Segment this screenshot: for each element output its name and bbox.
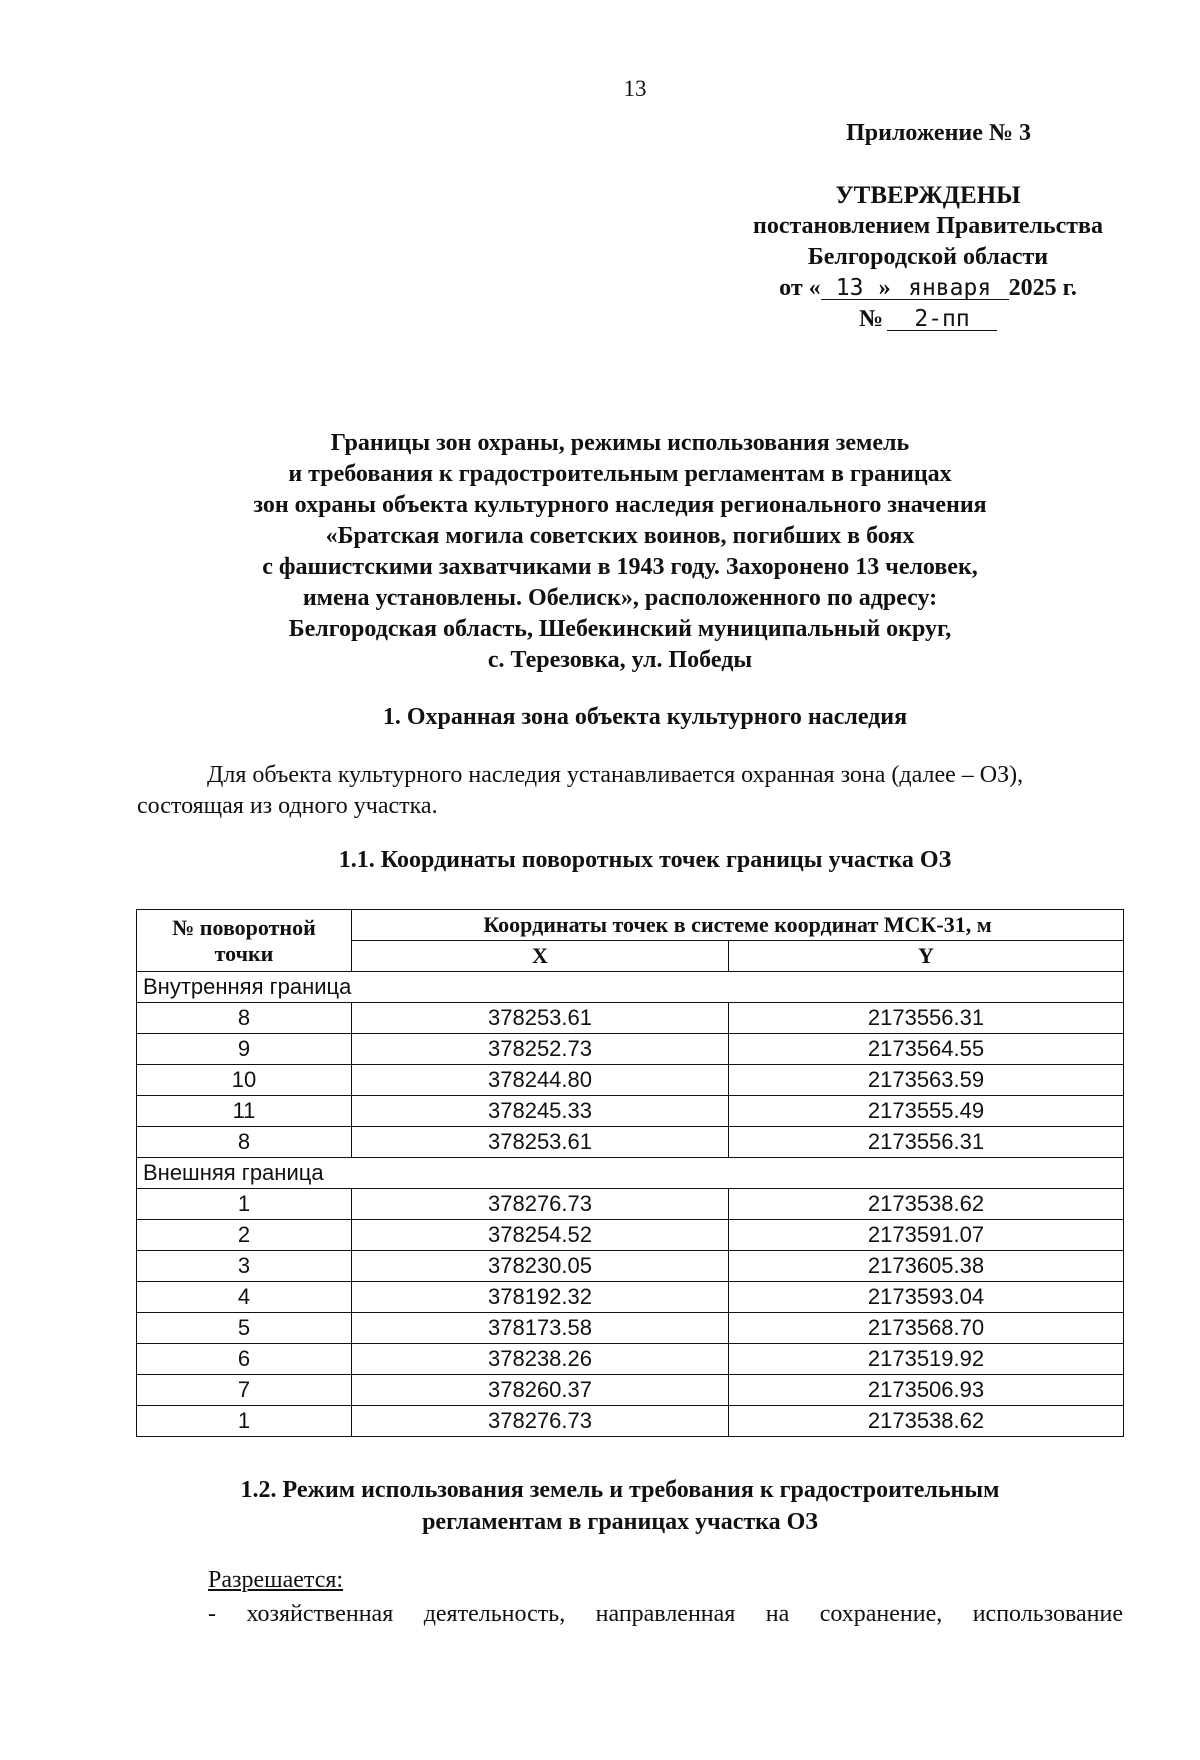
section-1-heading: 1. Охранная зона объекта культурного наследия	[382, 704, 908, 730]
approval-number	[718, 304, 1138, 335]
section-1-2-heading-line-2: регламентам в границах участка ОЗ	[422, 1509, 818, 1535]
y-coordinate-cell: 2173568.70	[729, 1313, 1124, 1344]
table-row	[137, 1251, 1124, 1282]
date-month: января	[908, 275, 992, 301]
x-coordinate-cell: 378252.73	[352, 1034, 729, 1065]
approved-title: УТВЕРЖДЕНЫ	[835, 182, 1021, 209]
date-day: 13	[835, 275, 864, 301]
title-line: и требования к градостроительным регламентам в границах	[288, 461, 952, 487]
approval-block	[718, 180, 1138, 335]
section-1-2-heading	[120, 1474, 1120, 1538]
coordinates-table	[136, 909, 1124, 1437]
x-coordinate-cell: 378192.32	[352, 1282, 729, 1313]
x-coordinate-cell: 378276.73	[352, 1406, 729, 1437]
title-line: имена установлены. Обелиск», расположенного по адресу:	[302, 585, 938, 611]
x-coordinate-cell: 378253.61	[352, 1127, 729, 1158]
x-coordinate-cell: 378260.37	[352, 1375, 729, 1406]
approval-line-1: постановлением Правительства	[752, 213, 1103, 239]
table-row	[137, 1282, 1124, 1313]
document-title	[120, 428, 1120, 676]
point-number-cell: 6	[137, 1344, 352, 1375]
coordinates-body	[137, 972, 1124, 1437]
table-group-row	[137, 972, 1124, 1003]
section-1-2-heading-line-1: 1.2. Режим использования земель и требования к градостроительным	[240, 1477, 1000, 1503]
table-group-row	[137, 1158, 1124, 1189]
point-number-cell: 2	[137, 1220, 352, 1251]
table-row	[137, 1313, 1124, 1344]
paragraph-line-2: состоящая из одного участка.	[137, 793, 438, 819]
table-row	[137, 1003, 1124, 1034]
table-row	[137, 1034, 1124, 1065]
approval-line-2: Белгородской области	[807, 244, 1049, 270]
number-prefix: №	[858, 306, 884, 332]
table-row	[137, 1127, 1124, 1158]
x-coordinate-cell: 378230.05	[352, 1251, 729, 1282]
table-row	[137, 1375, 1124, 1406]
y-coordinate-cell: 2173591.07	[729, 1220, 1124, 1251]
x-coordinate-cell: 378245.33	[352, 1096, 729, 1127]
table-row	[137, 1189, 1124, 1220]
point-number-cell: 3	[137, 1251, 352, 1282]
point-number-cell: 1	[137, 1189, 352, 1220]
coordinates-header: Координаты точек в системе координат МСК-31, м	[352, 910, 1124, 941]
x-coordinate-cell: 378173.58	[352, 1313, 729, 1344]
title-line: Белгородская область, Шебекинский муниципальный округ,	[288, 616, 952, 642]
point-number-cell: 5	[137, 1313, 352, 1344]
x-coordinate-cell: 378244.80	[352, 1065, 729, 1096]
y-coordinate-cell: 2173563.59	[729, 1065, 1124, 1096]
table-row	[137, 1406, 1124, 1437]
title-line: зон охраны объекта культурного наследия регионального значения	[253, 492, 987, 518]
allowed-bullet: - хозяйственная деятельность, направленная на сохранение, использование	[208, 1601, 1123, 1627]
x-coordinate-cell: 378254.52	[352, 1220, 729, 1251]
y-coordinate-cell: 2173605.38	[729, 1251, 1124, 1282]
point-number-cell: 1	[137, 1406, 352, 1437]
point-number-cell: 7	[137, 1375, 352, 1406]
y-coordinate-cell: 2173556.31	[729, 1127, 1124, 1158]
y-coordinate-cell: 2173556.31	[729, 1003, 1124, 1034]
y-header: Y	[729, 941, 1124, 972]
point-number-cell: 11	[137, 1096, 352, 1127]
group-label: Внутренняя граница	[137, 972, 1124, 1003]
point-number-cell: 8	[137, 1003, 352, 1034]
table-row	[137, 1065, 1124, 1096]
section-1-paragraph	[137, 760, 1127, 822]
title-line: «Братская могила советских воинов, погибших в боях	[325, 523, 915, 549]
y-coordinate-cell: 2173538.62	[729, 1189, 1124, 1220]
document-number: 2-пп	[914, 306, 970, 332]
y-coordinate-cell: 2173506.93	[729, 1375, 1124, 1406]
table-row	[137, 1096, 1124, 1127]
approval-date	[718, 273, 1138, 304]
y-coordinate-cell: 2173593.04	[729, 1282, 1124, 1313]
x-coordinate-cell: 378238.26	[352, 1344, 729, 1375]
point-number-header: № поворотной точки	[137, 910, 352, 972]
y-coordinate-cell: 2173538.62	[729, 1406, 1124, 1437]
y-coordinate-cell: 2173564.55	[729, 1034, 1124, 1065]
title-line: Границы зон охраны, режимы использования земель	[330, 430, 910, 456]
x-coordinate-cell: 378276.73	[352, 1189, 729, 1220]
x-coordinate-cell: 378253.61	[352, 1003, 729, 1034]
title-line: с фашистскими захватчиками в 1943 году. Захоронено 13 человек,	[262, 554, 978, 580]
title-line: с. Терезовка, ул. Победы	[487, 647, 753, 673]
table-row	[137, 1344, 1124, 1375]
table-row	[137, 1220, 1124, 1251]
x-header: X	[352, 941, 729, 972]
y-coordinate-cell: 2173555.49	[729, 1096, 1124, 1127]
point-number-cell: 9	[137, 1034, 352, 1065]
section-1-1-heading: 1.1. Координаты поворотных точек границы участка ОЗ	[338, 847, 952, 873]
date-year: 2025 г.	[1008, 275, 1077, 301]
group-label: Внешняя граница	[137, 1158, 1124, 1189]
allowed-label: Разрешается:	[208, 1567, 344, 1593]
paragraph-line-1: Для объекта культурного наследия устанавливается охранная зона (далее – ОЗ),	[207, 762, 1024, 788]
point-number-cell: 4	[137, 1282, 352, 1313]
point-number-cell: 8	[137, 1127, 352, 1158]
y-coordinate-cell: 2173519.92	[729, 1344, 1124, 1375]
point-number-cell: 10	[137, 1065, 352, 1096]
date-mid: »	[878, 275, 891, 301]
page-number: 13	[623, 76, 647, 101]
date-prefix: от «	[779, 275, 821, 301]
appendix-label: Приложение № 3	[846, 120, 1031, 146]
